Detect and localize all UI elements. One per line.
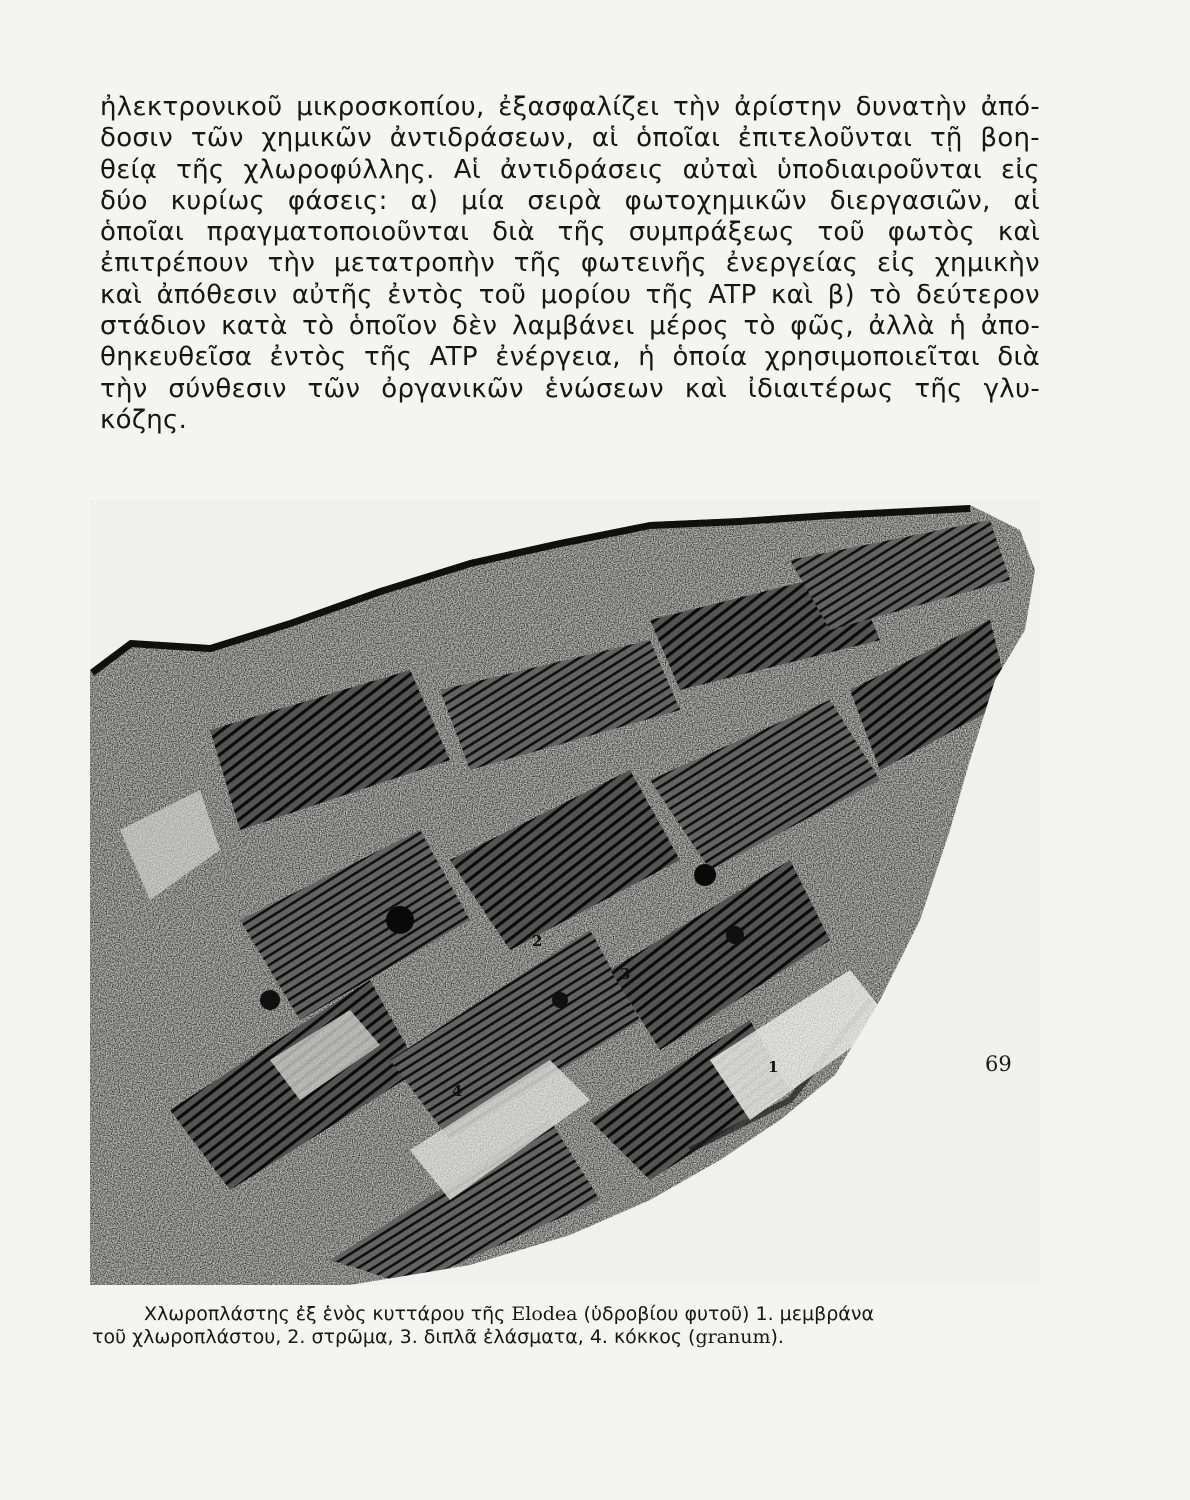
text-line: ἠλεκτρονικοῦ μικροσκοπίου, ἐξασφαλίζει τὴν ἀρίστην δυνατὴν ἀπό- (100, 92, 1040, 122)
text-line: στάδιον κατὰ τὸ ὁποῖον δὲν λαμβάνει μέρος τὸ φῶς, ἀλλὰ ἡ ἀπο- (100, 311, 1040, 342)
text-line: κόζης. (100, 404, 188, 435)
figure-label-1: 1 (768, 1058, 779, 1076)
caption-line-1: Χλωροπλάστης ἐξ ἑνὸς κυττάρου τῆς Elodea (ὑδροβίου φυτοῦ) 1. μεμβράνα (144, 1303, 874, 1325)
latin-term: granum (695, 1326, 771, 1348)
text-line: θείᾳ τῆς χλωροφύλλης. Αἱ ἀντιδράσεις αὐταὶ ὑποδιαιροῦνται εἰς (100, 154, 1040, 185)
caption-line-2: τοῦ χλωροπλάστου, 2. στρῶμα, 3. διπλᾶ ἐλάσματα, 4. κόκκος (granum). (92, 1326, 784, 1348)
chloroplast-micrograph (90, 500, 1040, 1285)
text-line: δοσιν τῶν χημικῶν ἀντιδράσεων, αἱ ὁποῖαι ἐπιτελοῦνται τῇ βοη- (100, 123, 1040, 154)
figure-label-3: 3 (620, 965, 631, 983)
figure-label-4: 4 (452, 1082, 463, 1100)
latin-name: Elodea (511, 1303, 578, 1325)
page-number: 69 (985, 1052, 1012, 1076)
text-line: ἐπιτρέπουν τὴν μετατροπὴν τῆς φωτεινῆς ἐνεργείας εἰς χημικὴν (100, 248, 1040, 279)
text-line: δύο κυρίως φάσεις: α) μία σειρὰ φωτοχημικῶν διεργασιῶν, αἱ (100, 185, 1040, 216)
text-line: τὴν σύνθεσιν τῶν ὀργανικῶν ἑνώσεων καὶ ἰδιαιτέρως τῆς γλυ- (100, 373, 1040, 404)
micrograph-image (90, 500, 1040, 1285)
figure-label-2: 2 (532, 932, 543, 950)
figure-caption (92, 1303, 1032, 1349)
text-line: θηκευθεῖσα ἐντὸς τῆς ATP ἐνέργεια, ἡ ὁποία χρησιμοποιεῖται διὰ (100, 342, 1040, 373)
text-line: καὶ ἀπόθεσιν αὐτῆς ἐντὸς τοῦ μορίου τῆς ATP καὶ β) τὸ δεύτερον (100, 279, 1040, 310)
body-text (100, 92, 1040, 436)
text-line: ὁποῖαι πραγματοποιοῦνται διὰ τῆς συμπράξεως τοῦ φωτὸς καὶ (100, 217, 1040, 248)
